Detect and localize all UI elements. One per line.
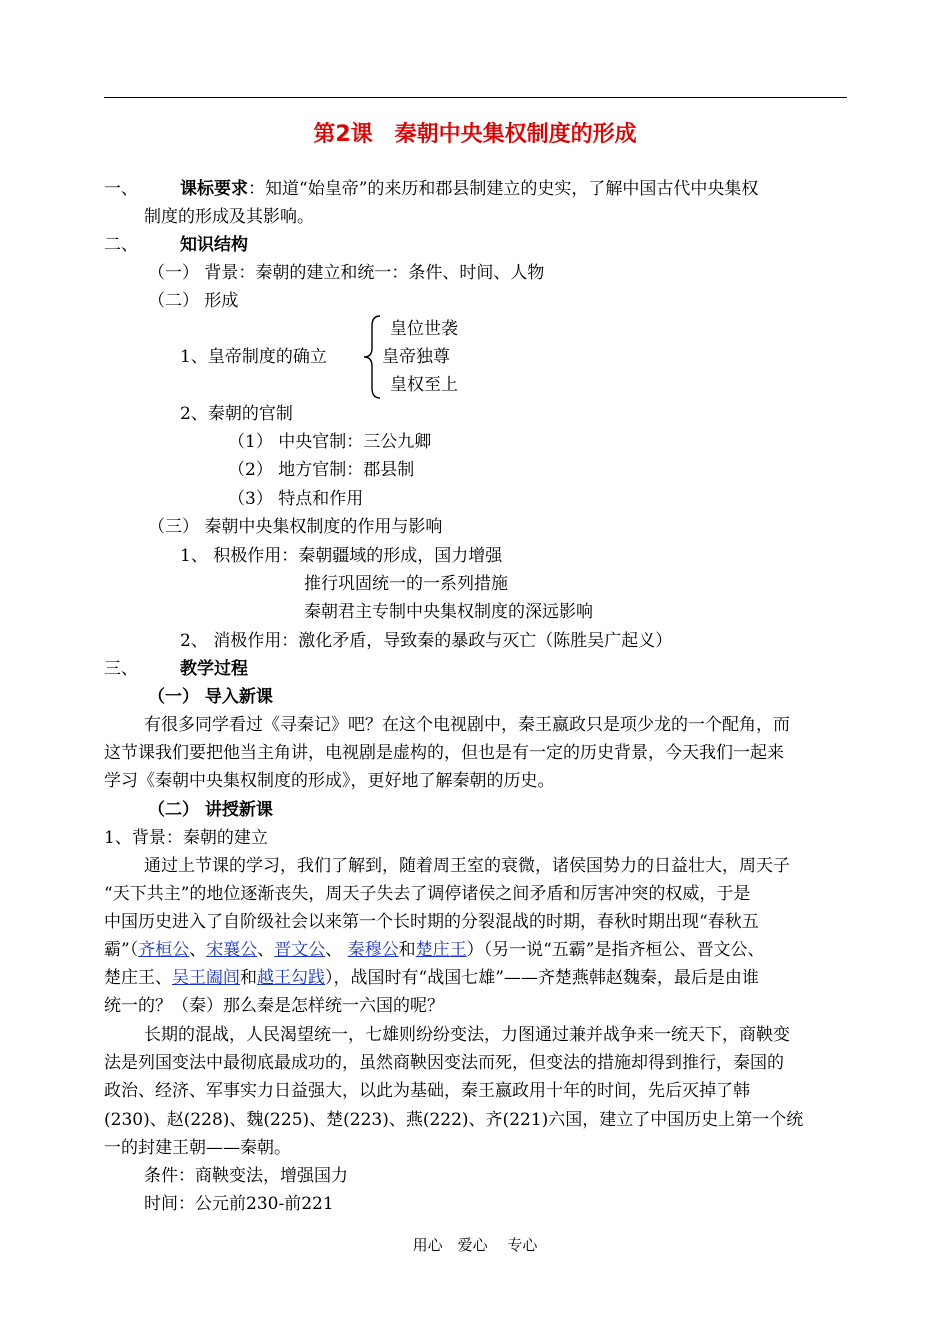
section-number: 一、	[104, 179, 138, 199]
paragraph-line: 时间：公元前230-前221	[144, 1194, 334, 1214]
paragraph-line: 条件：商鞅变法，增强国力	[144, 1166, 348, 1186]
section-text: ：知道“始皇帝”的来历和郡县制建立的史实，了解中国古代中央集权	[248, 179, 759, 199]
link-qi-huangong[interactable]: 齐桓公	[138, 940, 190, 960]
structure-line: 1、 积极作用：秦朝疆域的形成，国力增强	[180, 546, 503, 566]
text-run: 和	[398, 940, 416, 960]
text-run: 、	[325, 940, 348, 960]
paragraph-line: 有很多同学看过《寻秦记》吧？在这个电视剧中，秦王嬴政只是项少龙的一个配角，而	[144, 715, 790, 735]
section-label: 教学过程	[180, 659, 248, 679]
link-wu-helu[interactable]: 吴王阖闾	[172, 968, 240, 988]
page-footer: 用心 爱心 专心	[412, 1236, 538, 1254]
brace-item: 皇位世袭	[390, 319, 458, 339]
structure-line: 推行巩固统一的一系列措施	[304, 574, 508, 594]
structure-line: （1） 中央官制：三公九卿	[228, 432, 432, 452]
section-label: 课标要求	[180, 179, 248, 199]
structure-line: 秦朝君主专制中央集权制度的深远影响	[304, 602, 593, 622]
section-2-heading	[104, 234, 248, 256]
paragraph-line: 通过上节课的学习，我们了解到，随着周王室的衰微，诸侯国势力的日益壮大，周天子	[144, 856, 790, 876]
text-run: 楚庄王、	[104, 968, 172, 988]
structure-line: 2、秦朝的官制	[180, 404, 293, 424]
text-run: 、	[189, 940, 207, 960]
paragraph-line: 法是列国变法中最彻底最成功的，虽然商鞅因变法而死，但变法的措施却得到推行，秦国的	[104, 1053, 784, 1073]
text-run: 和	[240, 968, 257, 988]
paragraph-line: 中国历史进入了自阶级社会以来第一个长时期的分裂混战的时期，春秋时期出现“春秋五	[104, 912, 759, 932]
text-run: ），战国时有“战国七雄”——齐楚燕韩赵魏秦，最后是由谁	[325, 968, 759, 988]
paragraph-heading: 1、背景：秦朝的建立	[104, 828, 268, 848]
paragraph-line: 长期的混战，人民渴望统一，七雄则纷纷变法，力图通过兼并战争来一统天下，商鞅变	[144, 1025, 790, 1045]
structure-line: （一） 背景：秦朝的建立和统一：条件、时间、人物	[148, 263, 545, 283]
link-yue-goujian[interactable]: 越王勾践	[257, 968, 325, 988]
link-jin-wengong[interactable]: 晋文公	[274, 940, 326, 960]
section-number: 二、	[104, 235, 138, 255]
section-3-heading	[104, 658, 248, 680]
section-label: 知识结构	[180, 235, 248, 255]
section-1-heading	[104, 178, 758, 200]
paragraph-line	[104, 967, 759, 989]
text-run: ）（另一说“五霸”是指齐桓公、晋文公、	[466, 940, 765, 960]
curly-brace-icon	[362, 312, 384, 402]
paragraph-line: (230)、赵(228)、魏(225)、楚(223)、燕(222)、齐(221)六国，建立了中国历史上第一个统	[104, 1110, 804, 1130]
paragraph-line: 统一的？（秦）那么秦是怎样统一六国的呢？	[104, 996, 444, 1016]
header-rule	[104, 97, 847, 98]
brace-item: 皇帝独尊	[382, 347, 450, 367]
text-run: 、	[257, 940, 275, 960]
link-chu-zhuangwang[interactable]: 楚庄王	[415, 940, 467, 960]
subsection-heading: （二） 讲授新课	[148, 800, 273, 820]
page-title: 第2课 秦朝中央集权制度的形成	[313, 122, 637, 147]
paragraph-line	[104, 939, 765, 961]
subsection-heading: （一） 导入新课	[148, 687, 273, 707]
structure-line: 2、 消极作用：激化矛盾，导致秦的暴政与灭亡（陈胜吴广起义）	[180, 631, 673, 651]
structure-line: （三） 秦朝中央集权制度的作用与影响	[148, 517, 443, 537]
paragraph-line: “天下共主”的地位逐渐丧失，周天子失去了调停诸侯之间矛盾和厉害冲突的权威，于是	[104, 884, 751, 904]
structure-line: （2） 地方官制：郡县制	[228, 460, 415, 480]
link-song-xianggong[interactable]: 宋襄公	[206, 940, 258, 960]
section-number: 三、	[104, 659, 138, 679]
structure-line: （二） 形成	[148, 291, 239, 311]
structure-line: 1、皇帝制度的确立	[180, 347, 327, 367]
brace-item: 皇权至上	[390, 375, 458, 395]
link-qin-mugong[interactable]: 秦穆公	[347, 940, 399, 960]
structure-line: （3） 特点和作用	[228, 489, 364, 509]
paragraph-line: 一的封建王朝——秦朝。	[104, 1138, 291, 1158]
paragraph-line: 学习《秦朝中央集权制度的形成》，更好地了解秦朝的历史。	[104, 771, 555, 791]
section-1-text-cont: 制度的形成及其影响。	[144, 207, 314, 227]
paragraph-line: 政治、经济、军事实力日益强大，以此为基础，秦王嬴政用十年的时间，先后灭掉了韩	[104, 1081, 750, 1101]
text-run: 霸”（	[104, 940, 139, 960]
paragraph-line: 这节课我们要把他当主角讲，电视剧是虚构的，但也是有一定的历史背景，今天我们一起来	[104, 743, 784, 763]
